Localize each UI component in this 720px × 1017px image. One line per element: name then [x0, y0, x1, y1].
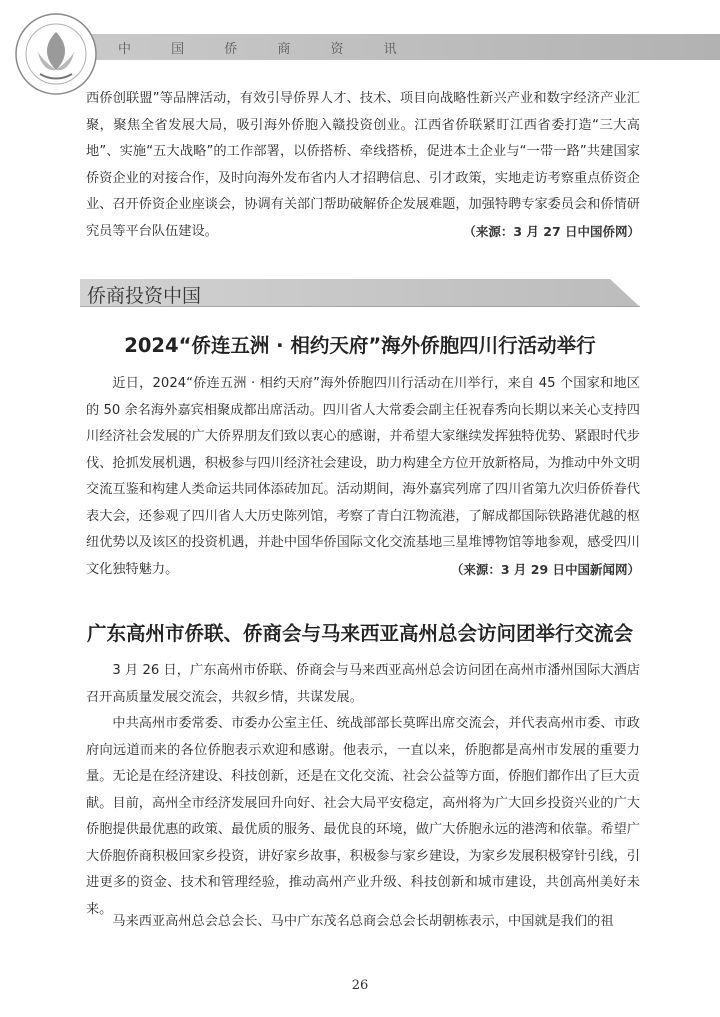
- article-title: 2024“侨连五洲 · 相约天府”海外侨胞四川行活动举行: [124, 334, 596, 357]
- article-paragraph: 马来西亚高州总会总会长、马中广东茂名总商会总会长胡朝栋表示，中国就是我们的祖: [112, 914, 614, 929]
- intro-text: 西侨创联盟”等品牌活动，有效引导侨界人才、技术、项目向战略性新兴产业和数字经济产业汇聚，聚焦全省发展大局，吸引海外侨胞入赣投资创业。江西省侨联紧盯江西省委打造“三大高地”、实施“五大战略”的工作部署，以侨搭桥、牵线搭桥，促进本土企业与“一带一路”共建国家侨资企业的对接合作，及时向海外发布省内人才招聘信息、引才政策，实地走访考察重点侨资企业、召开侨资企业座谈会，协调有关部门帮助破解侨企发展难题，加强特聘专家委员会和侨情研究员等平台队伍建设。: [86, 91, 640, 239]
- section-title: 侨商投资中国: [87, 285, 202, 307]
- header-title: 中 国 侨 商 资 讯: [118, 42, 415, 57]
- article-paragraph: 中共高州市委常委、市委办公室主任、统战部部长莫晖出席交流会，并代表高州市委、市政府向远道而来的各位侨胞表示欢迎和感谢。他表示，一直以来，侨胞都是高州市发展的重要力量。无论是在经济建设、科技创新，还是在文化交流、社会公益等方面，侨胞们都作出了巨大贡献。目前，高州全市经济发展回升向好、社会大局平安稳定，高州将为广大回乡投资兴业的广大侨胞提供最优惠的政策、最优质的服务、最优良的环境，做广大侨胞永远的港湾和依靠。希望广大侨胞侨商积极回家乡投资，讲好家乡故事，积极参与家乡建设，为家乡发展积极穿针引线，引进更多的资金、技术和管理经验，推动高州产业升级、科技创新和城市建设，共创高州美好未来。: [86, 716, 640, 917]
- intro-paragraph: [86, 86, 640, 245]
- article-body: [86, 371, 640, 583]
- intro-source: （来源：3 月 27 日中国侨网）: [463, 223, 640, 239]
- article-paragraph: 3 月 26 日，广东高州市侨联、侨商会与马来西亚高州总会访问团在高州市潘州国际大酒店召开高质量发展交流会，共叙乡情，共谋发展。: [86, 663, 640, 705]
- page-number: 26: [351, 978, 369, 993]
- association-logo-icon: [14, 12, 98, 96]
- article-text: 近日，2024“侨连五洲 · 相约天府”海外侨胞四川行活动在川举行，来自 45 个国家和地区的 50 余名海外嘉宾相聚成都出席活动。四川省人大常委会副主任祝春秀向长期以来关心支持四川经济社会发展的广大侨界朋友们致以衷心的感谢，并希望大家继续发挥独特优势、紧跟时代步伐、抢抓发展机遇，积极参与四川经济社会建设，助力构建全方位开放新格局，为推动中外文明交流互鉴和构建人类命运共同体添砖加瓦。活动期间，海外嘉宾列席了四川省第九次归侨侨眷代表大会，还参观了四川省人大历史陈列馆，考察了青白江物流港，了解成都国际铁路港优越的枢纽优势以及该区的投资机遇，并赴中国华侨国际文化交流基地三星堆博物馆等地参观，感受四川文化独特魅力。: [86, 376, 640, 577]
- article-title: 广东高州市侨联、侨商会与马来西亚高州总会访问团举行交流会: [86, 622, 633, 645]
- article-source: （来源：3 月 29 日中国新闻网）: [450, 561, 640, 577]
